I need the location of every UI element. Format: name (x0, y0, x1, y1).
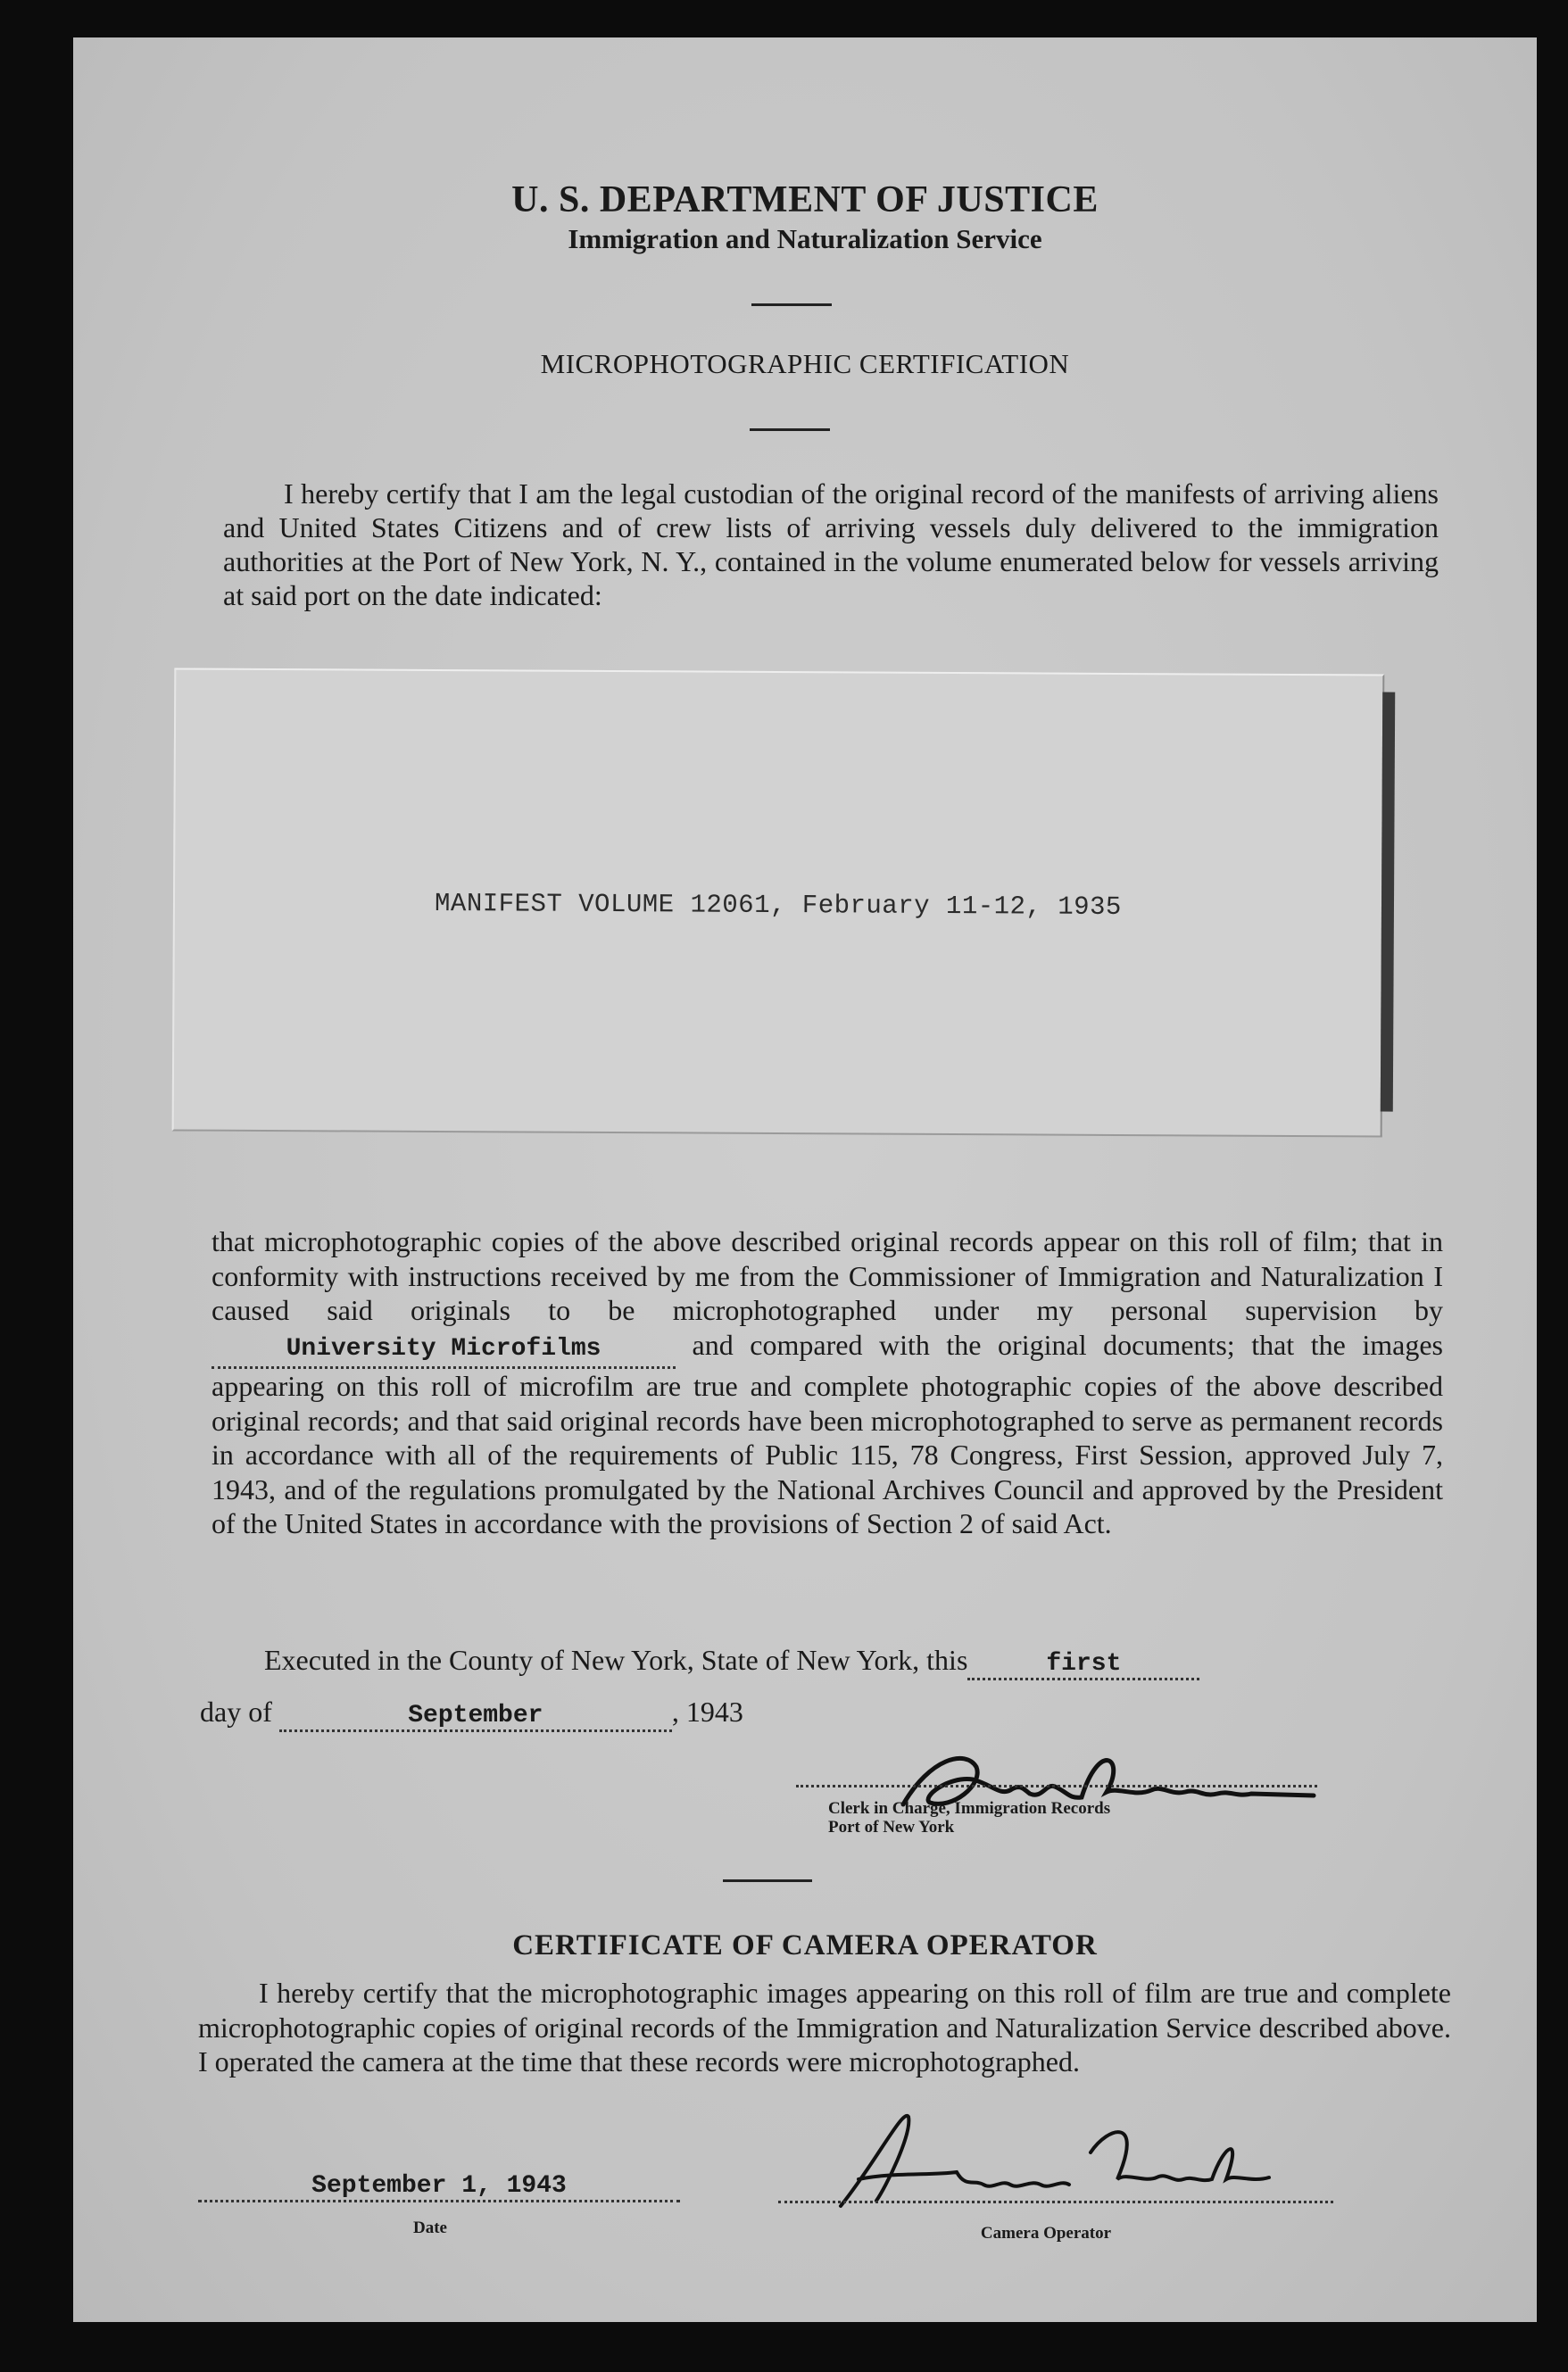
clerk-title-line2: Port of New York (828, 1818, 955, 1837)
month-field: September (279, 1702, 672, 1732)
body-text-part1: that microphotographic copies of the above described original records appear on this roll of film; that in conformity with instructions received by me from the Commissioner of Immigration and Naturalization I caused said originals to be microphotographed under my personal supervision by (212, 1225, 1443, 1326)
date-label: Date (413, 2219, 447, 2237)
camera-operator-paragraph: I hereby certify that the microphotographic images appearing on this roll of film are true and complete microphotographic copies of original records of the Immigration and Naturalization Service described above. I operated the camera at the time that these records were microphotographed. (198, 1977, 1451, 2078)
photographer-field: University Microfilms (212, 1332, 676, 1370)
operator-date-field: September 1, 1943 (198, 2172, 680, 2202)
clerk-title (828, 1799, 1110, 1837)
service-subheading: Immigration and Naturalization Service (568, 223, 1042, 254)
clerk-title-line1: Clerk in Charge, Immigration Records (828, 1799, 1111, 1818)
operator-signature-line (778, 2201, 1333, 2203)
volume-insert-card (172, 668, 1385, 1137)
divider-second (750, 428, 830, 431)
certificate-page (73, 37, 1537, 2322)
day-of-label: day of (200, 1696, 272, 1728)
execution-day-field: first (967, 1650, 1199, 1680)
camera-operator-label: Camera Operator (980, 2224, 1112, 2243)
camera-operator-heading: CERTIFICATE OF CAMERA OPERATOR (512, 1929, 1098, 1961)
year-text: , 1943 (671, 1696, 743, 1728)
execution-prefix: Executed in the County of New York, State of New York, this (264, 1644, 968, 1676)
date-line (200, 1696, 743, 1732)
clerk-signature-line (796, 1785, 1317, 1787)
certification-title: MICROPHOTOGRAPHIC CERTIFICATION (540, 348, 1070, 379)
camera-operator-signature (823, 2090, 1287, 2224)
body-text-part2: and compared with the original documents; that the images appearing on this roll of microfilm are true and complete photographic copies of the above described original records; and that said original records have been microphotographed to serve as permanent records in accordance with all of the requirements of Public 115, 78 Congress, First Session, approved July 7, 1943, and of the regulations promulgated by the National Archives Council and approved by the President of the United States in accordance with the provisions of Section 2 of said Act. (212, 1328, 1444, 1539)
divider-top (751, 303, 832, 306)
execution-line (264, 1644, 1199, 1680)
intro-paragraph: I hereby certify that I am the legal custodian of the original record of the manifests of arriving aliens and United States Citizens and of crew lists of arriving vessels duly delivered to the immigration authorities at the Port of New York, N. Y., contained in the volume enumerated below for vessels arriving at said port on the date indicated: (223, 477, 1439, 611)
manifest-volume-entry: MANIFEST VOLUME 12061, February 11-12, 1935 (434, 888, 1122, 923)
certification-body (212, 1224, 1443, 1541)
agency-heading: U. S. DEPARTMENT OF JUSTICE (511, 179, 1099, 220)
divider-camera (723, 1879, 812, 1882)
insert-shadow (1381, 693, 1395, 1112)
